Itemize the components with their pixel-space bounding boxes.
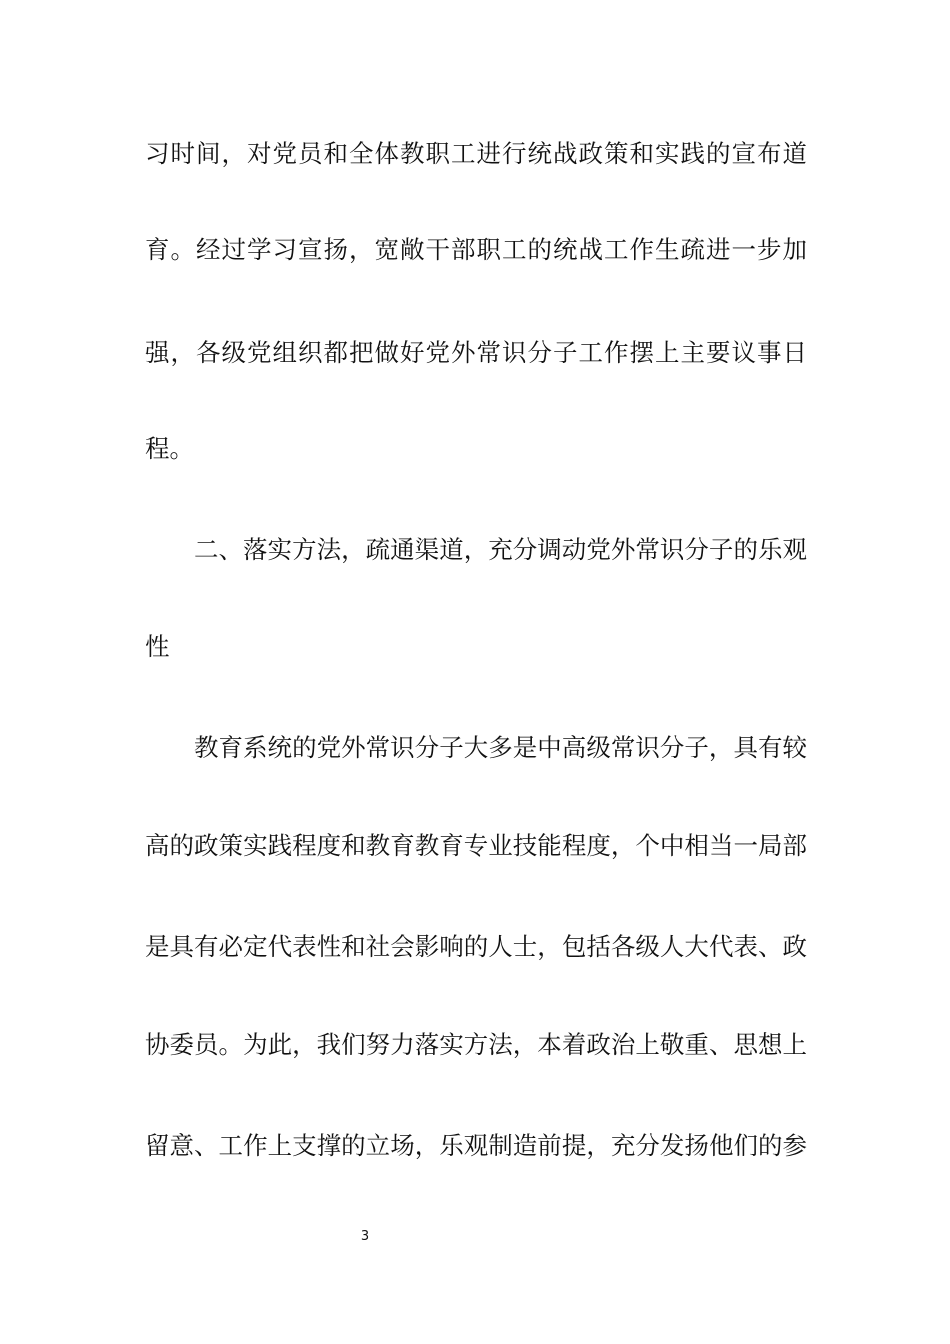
paragraph-line: 程。	[145, 434, 194, 463]
section-heading-line: 性	[145, 632, 170, 661]
paragraph-line: 强，各级党组织都把做好党外常识分子工作摆上主要议事日	[145, 338, 807, 367]
paragraph-line: 协委员。为此，我们努力落实方法，本着政治上敬重、思想上	[145, 1030, 807, 1059]
paragraph-line: 高的政策实践程度和教育教育专业技能程度，个中相当一局部	[145, 831, 807, 860]
section-heading-line: 二、落实方法，疏通渠道，充分调动党外常识分子的乐观	[194, 535, 807, 564]
paragraph-line: 习时间，对党员和全体教职工进行统战政策和实践的宣布道	[145, 139, 807, 168]
paragraph-line: 留意、工作上支撑的立场，乐观制造前提，充分发扬他们的参	[145, 1131, 807, 1160]
paragraph-line: 育。经过学习宣扬，宽敞干部职工的统战工作生疏进一步加	[145, 235, 807, 264]
page-number: 3	[360, 1229, 370, 1244]
paragraph-line: 教育系统的党外常识分子大多是中高级常识分子，具有较	[194, 733, 807, 762]
paragraph-line: 是具有必定代表性和社会影响的人士，包括各级人大代表、政	[145, 932, 807, 961]
